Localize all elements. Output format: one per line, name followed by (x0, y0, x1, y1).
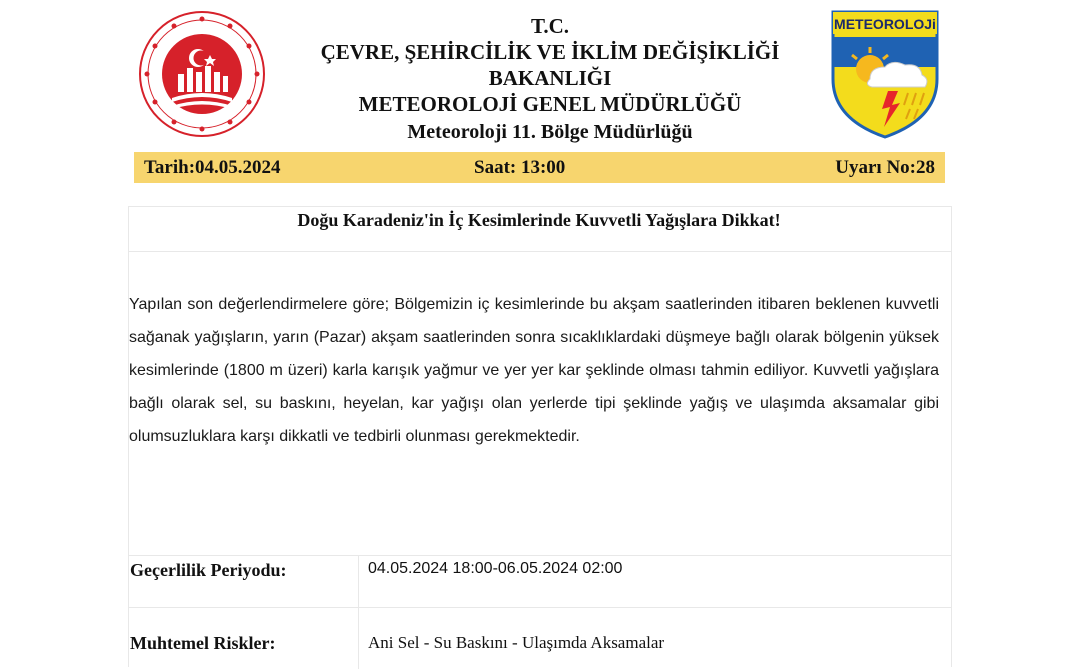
header-tc: T.C. (530, 14, 570, 38)
meteoroloji-logo (830, 9, 940, 139)
ministry-seal-logo (138, 10, 266, 138)
column-divider (358, 555, 359, 669)
header-regional-office: Meteoroloji 11. Bölge Müdürlüğü (407, 121, 693, 143)
info-bar (134, 152, 945, 183)
header-bakanligi: BAKANLIĞI (488, 66, 612, 90)
header-directorate: METEOROLOJİ GENEL MÜDÜRLÜĞÜ (358, 92, 742, 116)
warning-date: Tarih:04.05.2024 (144, 157, 281, 178)
validity-label: Geçerlilik Periyodu: (130, 560, 287, 580)
warning-title: Doğu Karadeniz'in İç Kesimlerinde Kuvvetli Yağışlara Dikkat! (297, 210, 781, 230)
warning-body: Yapılan son değerlendirmelere göre; Bölgemizin iç kesimlerinde bu akşam saatlerinden itibaren beklenen kuvvetli sağanak yağışların, yarın (Pazar) akşam saatlerinden sonra sıcaklıklardaki düşmeye bağlı olarak bölgenin yüksek kesimlerinde (1800 m üzeri) karla karışık yağmur ve yer yer kar şeklinde olması tahmin ediliyor. Kuvvetli yağışlara bağlı olarak sel, su baskını, heyelan, kar yağışı olan yerlerde tipi şeklinde yağış ve ulaşımda aksamalar gibi olumsuzluklara karşı dikkatli ve tedbirli olunması gerekmektedir. (129, 296, 939, 445)
risks-label: Muhtemel Riskler: (130, 633, 276, 653)
warning-number: Uyarı No:28 (835, 157, 935, 178)
risks-value: Ani Sel - Su Baskını - Ulaşımda Aksamalar (368, 633, 665, 652)
warning-time: Saat: 13:00 (474, 157, 566, 178)
logo-wordmark: METEOROLOJi (834, 16, 936, 32)
validity-value: 04.05.2024 18:00-06.05.2024 02:00 (368, 560, 623, 577)
header-ministry: ÇEVRE, ŞEHİRCİLİK VE İKLİM DEĞİŞİKLİĞİ (320, 40, 780, 64)
